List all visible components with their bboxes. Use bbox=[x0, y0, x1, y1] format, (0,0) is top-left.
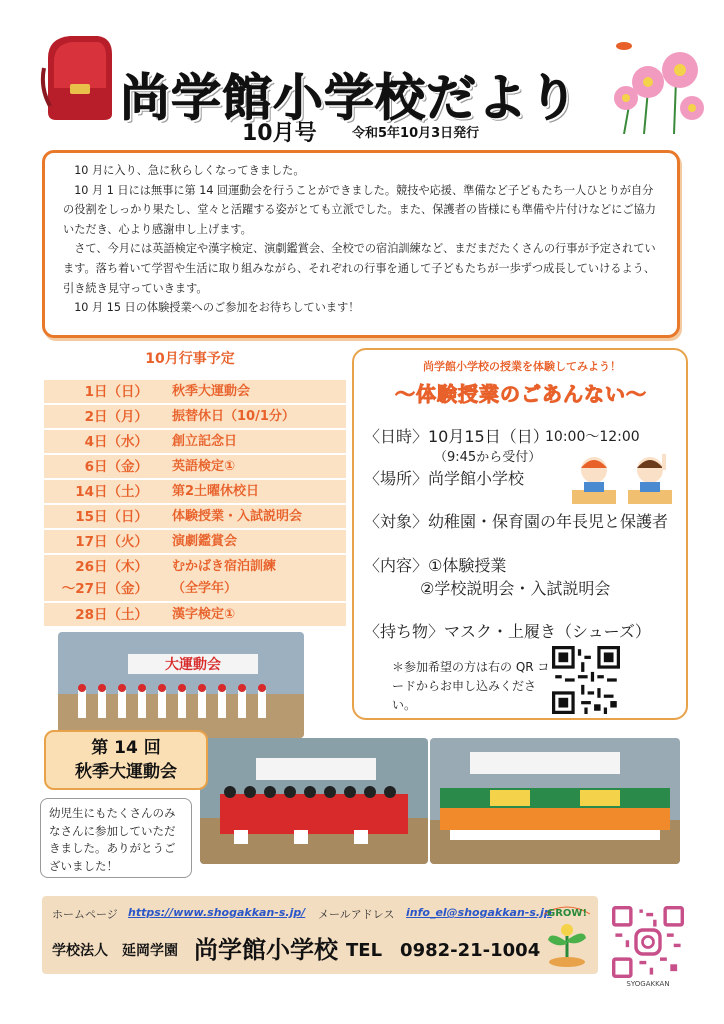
homepage-link[interactable]: https://www.shogakkan-s.jp/ bbox=[128, 906, 306, 919]
schedule-date-start: 26日（木） bbox=[75, 559, 148, 575]
masthead-title: 尚学館小学校だより bbox=[120, 69, 579, 127]
schedule-event: 第2土曜休校日 bbox=[172, 483, 260, 499]
schedule-event-line2: （全学年） bbox=[172, 581, 238, 596]
school-name: 尚学館小学校 bbox=[194, 936, 338, 964]
schedule-date: 17日（火） bbox=[75, 533, 148, 550]
schedule-date: 1日（日） bbox=[84, 383, 148, 400]
schedule-event: 漢字検定① bbox=[172, 606, 236, 622]
phone-number: TEL 0982-21-1004 bbox=[346, 940, 541, 961]
trial-content-2: ②学校説明会・入試説明会 bbox=[420, 579, 611, 598]
schedule-event bbox=[160, 555, 346, 601]
randoseru-illustration bbox=[40, 28, 118, 124]
trial-time: 10:00～12:00 bbox=[545, 429, 640, 445]
schedule-event: 体験授業・入試説明会 bbox=[172, 508, 303, 524]
intro-paragraph: さて、今月には英語検定や漢字検定、演劇鑑賞会、全校での宿泊訓練など、まだまだたくさんの行事が予定されています。落ち着いて学習や生活に取り組みながら、それぞれの行事を通して子どもたちが一歩ずつ成長していけるよう、引き続き見守っていきます。 bbox=[63, 242, 656, 295]
sports-day-photo-3 bbox=[430, 738, 680, 864]
schedule-event: 振替休日（10/1分） bbox=[172, 408, 295, 424]
trial-title: ～体験授業のごあんない～ bbox=[395, 382, 647, 406]
schedule-event: 秋季大運動会 bbox=[172, 383, 251, 399]
schedule-date-end: ～27日（金） bbox=[61, 581, 148, 597]
intro-paragraph: 10 月 15 日の体験授業へのご参加をお待ちしています！ bbox=[74, 301, 360, 315]
trial-bring: 〈持ち物〉マスク・上履き（シューズ） bbox=[364, 622, 651, 641]
grow-logo bbox=[538, 900, 596, 970]
schedule-row bbox=[44, 480, 346, 503]
banner-text: 大運動会 bbox=[165, 657, 221, 673]
schedule-row bbox=[44, 380, 346, 403]
schedule-date: 15日（日） bbox=[75, 508, 148, 525]
qr-caption: SYOGAKKAN bbox=[626, 980, 670, 988]
schedule-event-line1: むかばき宿泊訓練 bbox=[172, 559, 277, 574]
schedule-row bbox=[44, 505, 346, 528]
trial-content-1: 〈内容〉①体験授業 bbox=[364, 556, 507, 575]
issue-number: 10月号 bbox=[242, 121, 317, 146]
cosmos-flowers-illustration bbox=[604, 30, 708, 134]
sports-day-photo-1 bbox=[58, 632, 304, 738]
instagram-qr-code[interactable] bbox=[612, 906, 684, 978]
sports-day-name: 秋季大運動会 bbox=[75, 762, 177, 782]
schedule-row bbox=[44, 530, 346, 553]
schedule-row bbox=[44, 405, 346, 428]
schedule-row bbox=[44, 555, 346, 601]
kids-studying-illustration bbox=[566, 448, 678, 510]
email-link[interactable]: info_el@shogakkan-s.jp bbox=[406, 906, 552, 919]
grow-text: GROW! bbox=[547, 908, 587, 919]
trial-place: 〈場所〉尚学館小学校 bbox=[364, 469, 525, 488]
sports-day-label bbox=[44, 730, 208, 790]
schedule-title: 10月行事予定 bbox=[145, 351, 235, 367]
trial-qr-code[interactable] bbox=[552, 646, 620, 714]
intro-message-box bbox=[42, 150, 680, 338]
schedule-table bbox=[44, 380, 346, 628]
schedule-date bbox=[44, 555, 160, 601]
schedule-row bbox=[44, 455, 346, 478]
issue-date: 令和5年10月3日発行 bbox=[352, 126, 480, 141]
corporation-name: 学校法人 延岡学園 bbox=[52, 943, 178, 959]
schedule-date: 28日（土） bbox=[75, 606, 148, 623]
thanks-note: 幼児生にもたくさんのみなさんに参加していただきました。ありがとうございました！ bbox=[40, 798, 192, 878]
schedule-event: 演劇鑑賞会 bbox=[172, 533, 238, 549]
email-label: メールアドレス bbox=[318, 908, 395, 921]
schedule-date: 2日（月） bbox=[84, 408, 148, 425]
homepage-label: ホームページ bbox=[52, 908, 118, 921]
schedule-date: 6日（金） bbox=[84, 458, 148, 475]
schedule-row bbox=[44, 603, 346, 626]
intro-paragraph: 10 月 1 日には無事に第 14 回運動会を行うことができました。競技や応援、準備など子どもたち一人ひとりが自分の役割をしっかり果たし、堂々と活躍する姿がとても立派でした。また、保護者の皆様にも準備や片付けなどにご協力いただき、心より感謝申し上げます。 bbox=[63, 183, 656, 236]
trial-note: ＊参加希望の方は右の QR コードからお申し込みください。 bbox=[392, 660, 550, 712]
sports-day-photo-2 bbox=[200, 738, 428, 864]
trial-subtitle: 尚学館小学校の授業を体験してみよう！ bbox=[423, 360, 621, 373]
trial-date: 〈日時〉10月15日（日） bbox=[364, 427, 549, 446]
schedule-date: 14日（土） bbox=[75, 483, 148, 500]
schedule-event: 英語検定① bbox=[172, 458, 236, 474]
trial-target: 〈対象〉幼稚園・保育園の年長児と保護者 bbox=[364, 512, 669, 531]
trial-reception: （9:45から受付） bbox=[434, 450, 542, 465]
schedule-date: 4日（水） bbox=[84, 433, 148, 450]
schedule-event: 創立記念日 bbox=[172, 433, 238, 449]
schedule-row bbox=[44, 430, 346, 453]
intro-paragraph: 10 月に入り、急に秋らしくなってきました。 bbox=[74, 164, 305, 177]
sports-day-count: 第 14 回 bbox=[91, 738, 161, 758]
